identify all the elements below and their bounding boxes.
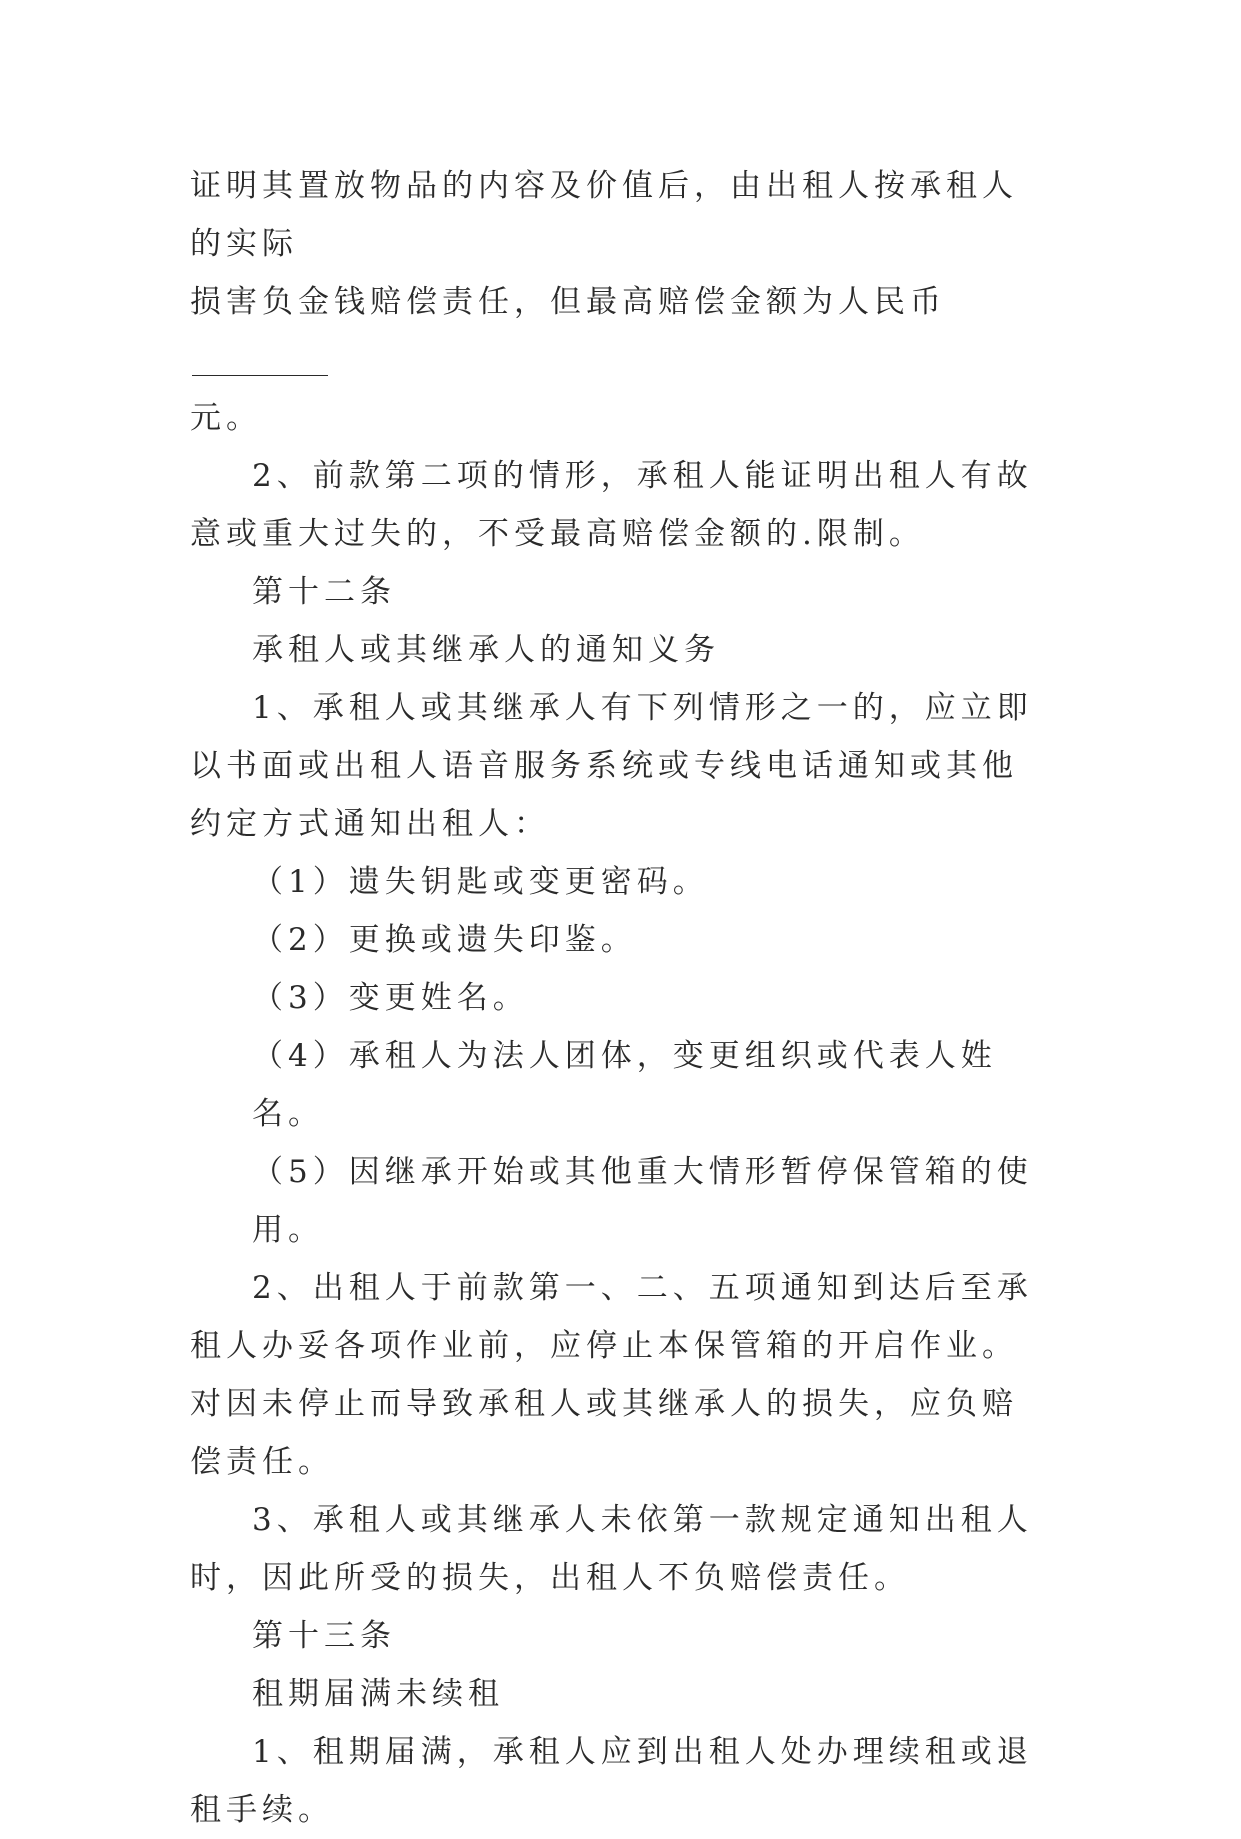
article-12-para-2: 2、出租人于前款第一、二、五项通知到达后至承租人办妥各项作业前，应停止本保管箱的开启作业。对因未停止而导致承租人或其继承人的损失，应负赔偿责任。 (190, 1270, 1033, 1480)
paragraph-continuation (190, 157, 1052, 447)
list-item: （4）承租人为法人团体，变更组织或代表人姓名。 (252, 1038, 997, 1132)
article-12-number: 第十二条 (252, 574, 396, 610)
document-body (190, 157, 1052, 1839)
text-line: 证明其置放物品的内容及价值后，由出租人按承租人的实际 (190, 168, 1018, 262)
list-item: （2）更换或遗失印鉴。 (252, 922, 637, 958)
text-line: 元。 (190, 400, 262, 436)
article-13-title: 租期届满未续租 (252, 1676, 504, 1712)
article-13-para-1: 1、租期届满，承租人应到出租人处办理续租或退租手续。 (190, 1734, 1033, 1828)
article-12-para-3: 3、承租人或其继承人未依第一款规定通知出租人时，因此所受的损失，出租人不负赔偿责任。 (190, 1502, 1033, 1596)
text-line: 损害负金钱赔偿责任，但最高赔偿金额为人民币 (190, 284, 946, 320)
article-13-number: 第十三条 (252, 1618, 396, 1654)
article-12-title: 承租人或其继承人的通知义务 (252, 632, 720, 668)
list-item: （1）遗失钥匙或变更密码。 (252, 864, 709, 900)
amount-blank (192, 343, 328, 376)
list-item: （3）变更姓名。 (252, 980, 529, 1016)
list-item: （5）因继承开始或其他重大情形暂停保管箱的使用。 (252, 1154, 1033, 1248)
article-12-para-1: 1、承租人或其继承人有下列情形之一的，应立即以书面或出租人语音服务系统或专线电话通知或其他约定方式通知出租人： (190, 690, 1033, 842)
paragraph-liability-2: 2、前款第二项的情形，承租人能证明出租人有故意或重大过失的，不受最高赔偿金额的.限制。 (190, 458, 1033, 552)
